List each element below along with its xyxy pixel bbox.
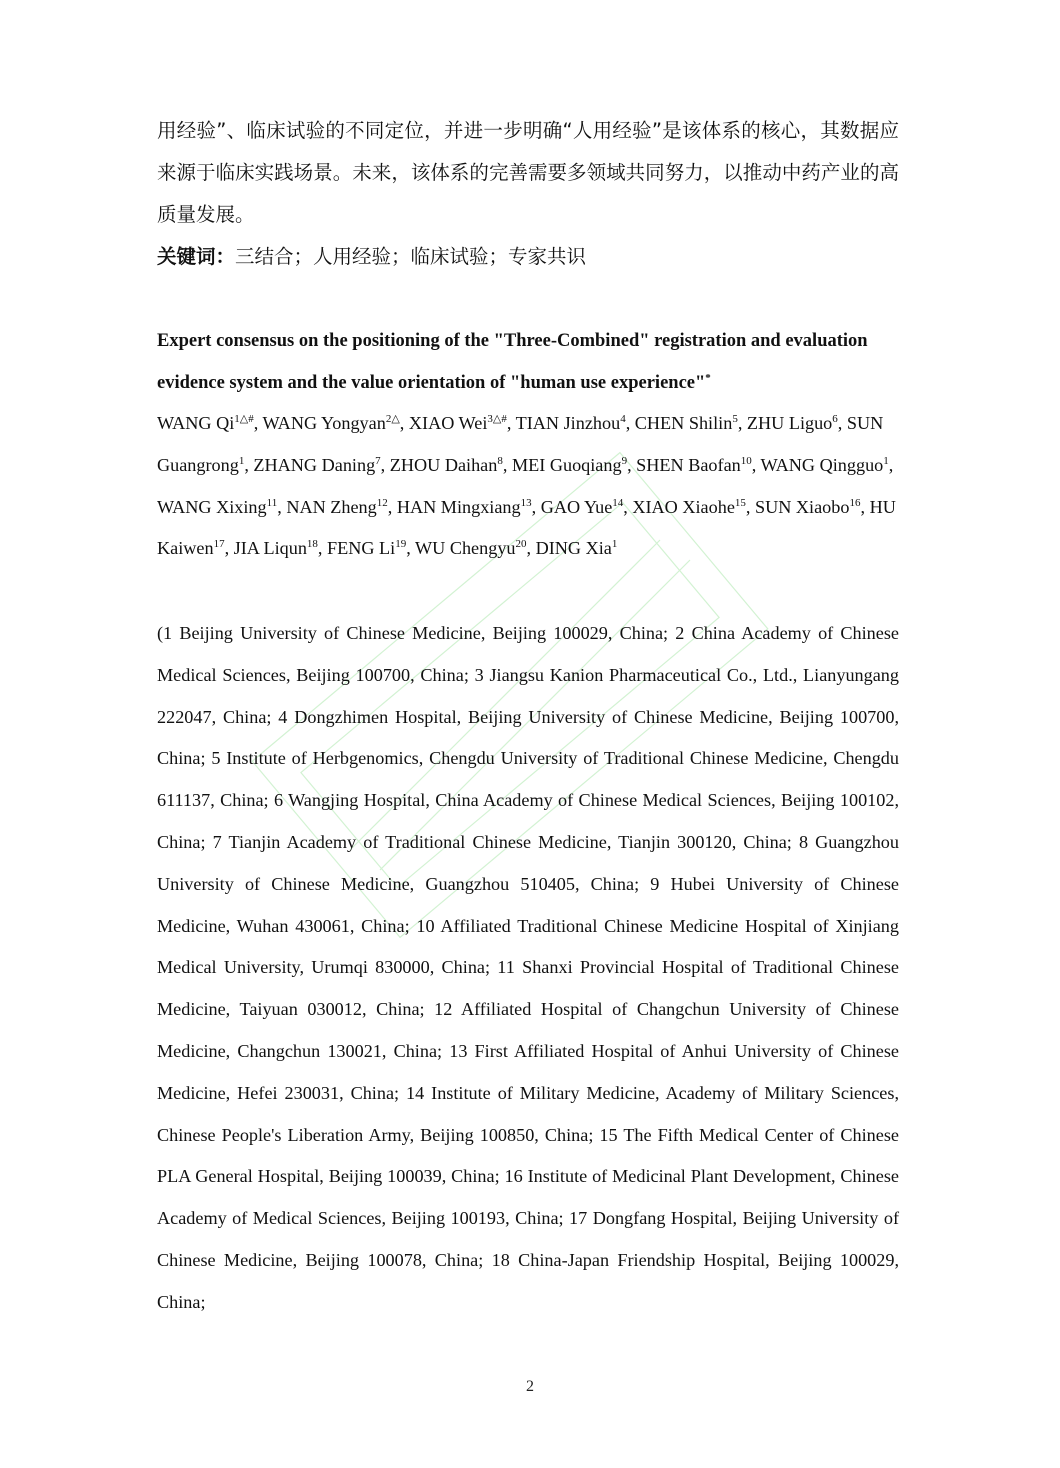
- author-separator: ,: [625, 413, 635, 433]
- author-name: HU Kaiwen: [157, 496, 896, 559]
- author-name: XIAO Xiaohe: [632, 496, 735, 517]
- author-separator: ,: [737, 413, 747, 433]
- author-separator: ,: [387, 496, 397, 517]
- author-separator: ,: [224, 538, 234, 559]
- author-separator: ,: [526, 538, 536, 559]
- author-name: WANG Yongyan: [262, 413, 386, 433]
- author-affiliation-sup: 1△#: [234, 412, 254, 425]
- author-affiliation-sup: 7: [375, 454, 381, 467]
- author-affiliation-sup: 13: [520, 496, 532, 509]
- author-name: DING Xia: [535, 538, 612, 559]
- author-affiliation-sup: 18: [306, 538, 318, 551]
- author-separator: ,: [244, 454, 254, 475]
- author-name: WANG Qingguo: [760, 454, 884, 475]
- keywords-label: 关键词：: [157, 245, 236, 268]
- author-name: SUN Xiaobo: [754, 496, 850, 517]
- author-name: ZHOU Daihan: [389, 454, 498, 475]
- author-affiliation-sup: 10: [740, 454, 752, 467]
- author-name: NAN Zheng: [286, 496, 377, 517]
- author-affiliation-sup: 8: [497, 454, 503, 467]
- author-name: WANG Xixing: [157, 496, 267, 517]
- author-affiliation-sup: 1: [883, 454, 889, 467]
- author-affiliation-sup: 16: [849, 496, 861, 509]
- author-affiliation-sup: 20: [515, 538, 527, 551]
- author-name: FENG Li: [327, 538, 396, 559]
- author-name: SUN Guangrong: [157, 413, 884, 475]
- author-name: ZHU Liguo: [746, 413, 833, 433]
- author-affiliation-sup: 17: [213, 538, 225, 551]
- affiliations-text: (1 Beijing University of Chinese Medicine, Beijing 100029, China; 2 China Academy of Chinese Medical Sciences, Beijing 100700, China; 3 Jiangsu Kanion Pharmaceutical Co., Ltd., Lianyungang 222047, China; 4 Dongzhimen Hospital, Beijing University of Chinese Medicine, Beijing 100700, China; 5 Institute of Herbgenomics, Chengdu University of Traditional Chinese Medicine, Chengdu 611137, China; 6 Wangjing Hospital, China Academy of Chinese Medical Sciences, Beijing 100102, China; 7 Tianjin Academy of Traditional Chinese Medicine, Tianjin 300120, China; 8 Guangzhou University of Chinese Medicine, Guangzhou 510405, China; 9 Hubei University of Chinese Medicine, Wuhan 430061, China; 10 Affiliated Traditional Chinese Medicine Hospital of Xinjiang Medical University, Urumqi 830000, China; 11 Shanxi Provincial Hospital of Traditional Chinese Medicine, Taiyuan 030012, China; 12 Affiliated Hospital of Changchun University of Chinese Medicine, Changchun 130021, China; 13 First Affiliated Hospital of Anhui University of Chinese Medicine, Hefei 230031, China; 14 Institute of Military Medicine, Academy of Military Sciences, Chinese People's Liberation Army, Beijing 100850, China; 15 The Fifth Medical Center of Chinese PLA General Hospital, Beijing 100039, China; 16 Institute of Medicinal Plant Development, Chinese Academy of Medical Sciences, Beijing 100193, China; 17 Dongfang Hospital, Beijing University of Chinese Medicine, Beijing 100078, China; 18 China-Japan Friendship Hospital, Beijing 100029, China;: [157, 623, 899, 1312]
- author-separator: ,: [406, 538, 415, 559]
- author-name: HAN Mingxiang: [396, 496, 521, 517]
- author-affiliation-sup: 1: [611, 538, 618, 551]
- author-separator: ,: [253, 413, 263, 433]
- author-separator: ,: [506, 413, 516, 433]
- author-separator: ,: [502, 454, 512, 475]
- author-separator: ,: [277, 496, 287, 517]
- chinese-abstract-text: 用经验”、临床试验的不同定位，并进一步明确“人用经验”是该体系的核心，其数据应来源于临床实践场景。未来，该体系的完善需要多领域共同努力，以推动中药产业的高质量发展。: [157, 119, 899, 226]
- author-name: XIAO Wei: [408, 413, 488, 433]
- author-name: GAO Yue: [540, 496, 613, 517]
- author-affiliation-sup: 12: [376, 496, 388, 509]
- author-affiliation-sup: 15: [734, 496, 746, 509]
- author-name: ZHANG Daning: [253, 454, 376, 475]
- author-separator: ,: [837, 413, 847, 433]
- author-separator: ,: [860, 496, 870, 517]
- author-separator: ,: [399, 413, 409, 433]
- author-affiliation-sup: 14: [612, 496, 624, 509]
- author-separator: ,: [623, 496, 633, 517]
- author-separator: ,: [627, 454, 637, 475]
- author-name: WU Chengyu: [414, 538, 516, 559]
- author-name: MEI Guoqiang: [511, 454, 622, 475]
- author-list: [157, 403, 899, 570]
- author-name: CHEN Shilin: [634, 413, 733, 433]
- author-separator: ,: [380, 454, 390, 475]
- title-footnote-mark: *: [705, 371, 711, 384]
- english-title: [157, 320, 899, 404]
- author-name: TIAN Jinzhou: [515, 413, 621, 433]
- author-affiliation-sup: 2△: [385, 412, 400, 425]
- keywords-list: 三结合；人用经验；临床试验；专家共识: [235, 245, 587, 268]
- author-affiliation-sup: 3△#: [487, 412, 507, 425]
- author-affiliation-sup: 5: [732, 412, 738, 425]
- author-affiliation-sup: 9: [621, 454, 628, 467]
- author-affiliation-sup: 4: [620, 412, 626, 425]
- author-affiliation-sup: 11: [266, 496, 278, 509]
- author-affiliation-sup: 1: [238, 454, 245, 467]
- author-name: WANG Qi: [157, 413, 235, 433]
- author-affiliation-sup: 19: [395, 538, 407, 551]
- author-affiliation-sup: 6: [832, 412, 838, 425]
- author-name: JIA Liqun: [233, 538, 307, 559]
- author-separator: ,: [531, 496, 541, 517]
- author-separator: ,: [751, 454, 761, 475]
- chinese-keywords: [157, 236, 899, 278]
- author-separator: ,: [888, 454, 894, 475]
- page-number: 2: [526, 1378, 534, 1395]
- english-title-text: Expert consensus on the positioning of the "Three-Combined" registration and evaluation evidence system and the value orientation of "human use experience": [157, 331, 868, 393]
- author-name: SHEN Baofan: [636, 454, 741, 475]
- author-separator: ,: [317, 538, 328, 559]
- author-separator: ,: [745, 496, 755, 517]
